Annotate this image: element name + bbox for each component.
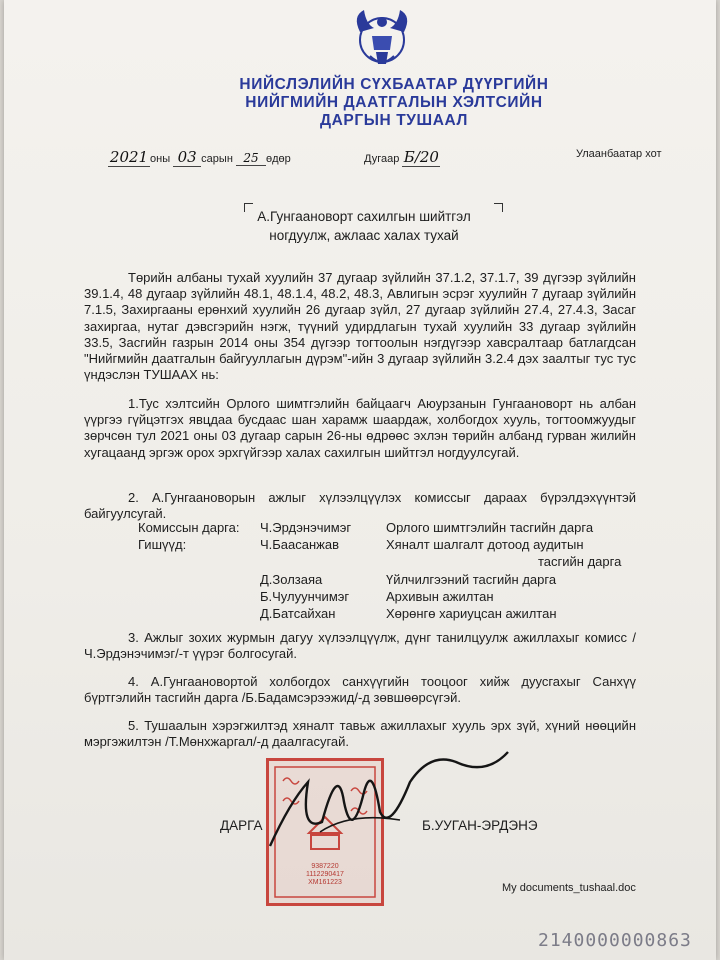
month-suffix: сарын [201, 153, 233, 165]
member-name: Д.Батсайхан [260, 606, 336, 621]
document-page [4, 0, 716, 960]
stamp-number: 1112290417 [306, 871, 344, 878]
commission-chair-role: Орлого шимтгэлийн тасгийн дарга [386, 520, 594, 535]
commission-members-label: Гишүүд: [138, 537, 187, 552]
stamp-number: 9387220 [311, 863, 339, 870]
commission-chair-label: Комиссын дарга: [138, 520, 240, 535]
item-2-paragraph: 2. А.Гунгаановорын ажлыг хүлээлцүүлэх комиссыг дараах бүрэлдэхүүнтэй байгуулсугай. [84, 490, 636, 522]
handwritten-signature-icon [260, 742, 520, 862]
item-5-paragraph: 5. Тушаалын хэрэгжилтэд хяналт тавьж ажиллахыг хууль эрх зүй, хүний нөөцийн мэргэжилтэн /Т.Мөнхжаргал/-д даалгасугай. [84, 718, 636, 750]
date-month: 03 [177, 148, 197, 166]
member-name: Б.Чулуунчимэг [260, 589, 350, 604]
subject-line2: ногдуулж, ажлаас халах тухай [269, 228, 459, 243]
member-name: Д.Золзаяа [260, 572, 323, 587]
member-role: Хөрөнгө хариуцсан ажилтан [386, 606, 557, 621]
order-number-line [364, 148, 440, 167]
preamble-paragraph: Төрийн албаны тухай хуулийн 37 дугаар зүйлийн 37.1.2, 37.1.7, 39 дүгээр зүйлийн 39.1.4, 48 дугаар зүйлийн 48.1, 48.1.4, 48.2, 48.3, Авлигын эсрэг хуулийн 7 дугаар зүйлийн 7.1.5, Захиргааны ерөнхий хуулийн 26 дугаар зүйл, 27 дугаар зүйлийн 27.4, 27.4.3, Засаг захиргаа, нутаг дэвсгэрийн нэгж, түүний удирдлагын тухай хуулийн 33 дугаар зүйлийн 33.5, Засгийн газрын 2014 оны 354 дүгээр тогтоолын нэгдүгээр хавсралтаар батлагдсан "Нийгмийн даатгалын байгууллагын дүрэм"-ийн 3 дугаар зүйлийн 3.2.4 дэх заалтыг тус тус үндэслэн ТУШААХ нь: [84, 270, 636, 383]
soyombo-emblem-icon [350, 6, 414, 70]
order-title: ДАРГЫН ТУШААЛ [320, 112, 468, 129]
item-4-paragraph: 4. А.Гунгаановортой холбогдох санхүүгийн тооцоог хийж дуусгахыг Санхүү бүртгэлийн тасгийн дарга /Б.Бадамсэрээжид/-д зөвшөөрсүгэй. [84, 674, 636, 706]
member-role: Архивын ажилтан [386, 589, 494, 604]
member-role-continued: тасгийн дарга [538, 554, 622, 569]
stamp-number: ХМ161223 [308, 879, 342, 886]
serial-number: 2140000000863 [538, 930, 692, 951]
org-name-line2: НИЙГМИЙН ДААТГАЛЫН ХЭЛТСИЙН [245, 94, 543, 111]
city: Улаанбаатар хот [576, 148, 662, 160]
item-3-paragraph: 3. Ажлыг зохих журмын дагуу хүлээлцүүлж, дүнг танилцуулж ажиллахыг комисс /Ч.Эрдэнэчимэг/-т үүрэг болгосугай. [84, 630, 636, 662]
member-name: Ч.Баасанжав [260, 537, 340, 552]
signer-name: Б.УУГАН-ЭРДЭНЭ [422, 818, 538, 833]
org-name-line1: НИЙСЛЭЛИЙН СҮХБААТАР ДҮҮРГИЙН [239, 76, 549, 93]
member-role: Хяналт шалгалт дотоод аудитын [386, 537, 584, 552]
year-suffix: оны [150, 153, 171, 165]
item-1-paragraph: 1.Тус хэлтсийн Орлого шимтгэлийн байцаагч Аюурзанын Гунгаановорт нь албан үүргээ гүйцэтгэх явцдаа бусдаас шан харамж шаардаж, холбогдох хууль, тогтоомжуудыг зөрчсөн тул 2021 оны 03 дугаар сарын 26-ны өдрөөс эхлэн төрийн албанд гурван жилийн хугацаанд эргэж орох эрхгүйгээр халах сахилгын шийтгэл ногдуулсугай. [84, 396, 636, 460]
date-day: 25 [243, 151, 259, 165]
number-label: Дугаар [364, 153, 400, 165]
commission-chair-name: Ч.Эрдэнэчимэг [260, 520, 352, 535]
member-role: Үйлчилгээний тасгийн дарга [386, 572, 557, 587]
subject-line1: А.Гунгаановорт сахилгын шийтгэл [257, 209, 471, 224]
signer-title: ДАРГА [220, 818, 263, 833]
date-year-line [108, 148, 291, 167]
date-year: 2021 [109, 148, 149, 166]
order-number: Б/20 [403, 148, 439, 166]
day-suffix: өдөр [265, 153, 291, 165]
file-name: My documents_tushaal.doc [502, 882, 636, 894]
